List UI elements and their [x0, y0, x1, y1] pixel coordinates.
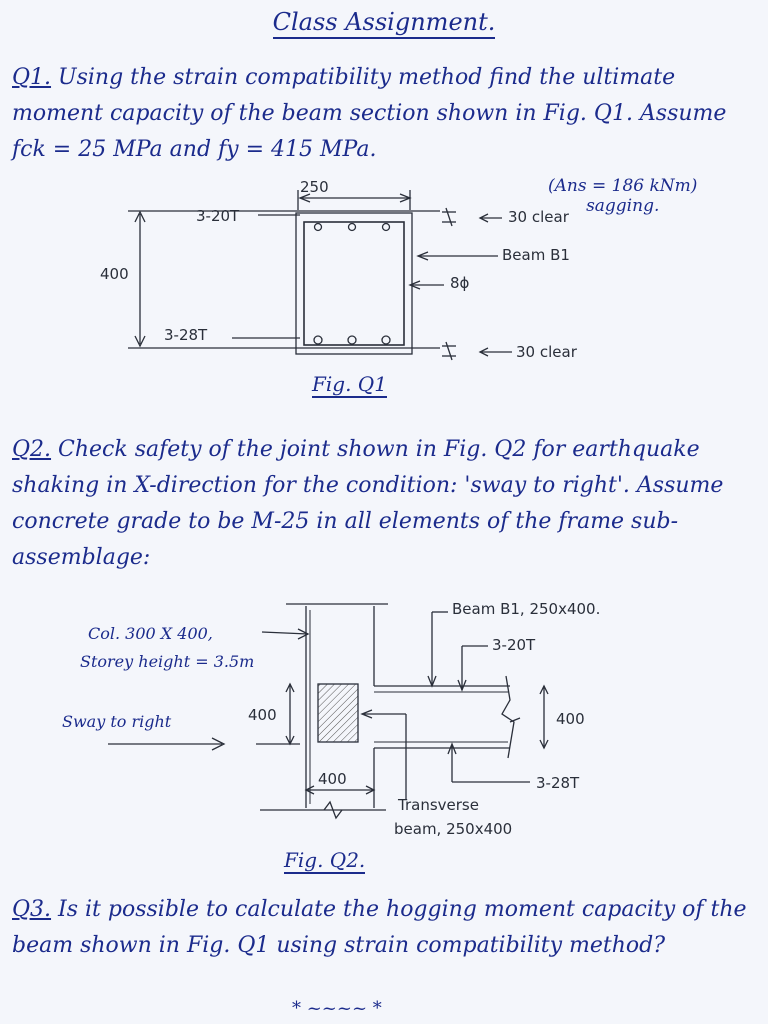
- fig1-bottom-clear-label: 30 clear: [516, 343, 577, 361]
- fig2-beam-label: Beam B1, 250x400.: [452, 600, 601, 618]
- fig1-bottom-bars-label: 3-28T: [164, 326, 208, 344]
- fig2-column-width-label: 400: [318, 770, 347, 788]
- question-2-text: Check safety of the joint shown in Fig. Q2 for earthquake shaking in X-direction for the condition: 'sway to right'. Assume concrete grade to be M-25 in all elements of the frame sub-assemblage:: [12, 437, 724, 570]
- question-3-number: Q3.: [12, 897, 52, 922]
- end-mark: * ~~~~ *: [292, 998, 382, 1019]
- question-1-number: Q1.: [12, 65, 52, 90]
- fig1-top-bars-label: 3-20T: [196, 207, 240, 225]
- fig1-caption: Fig. Q1: [312, 372, 387, 396]
- fig2-top-bars-label: 3-20T: [492, 636, 536, 654]
- fig1-stirrup-label: 8ϕ: [450, 274, 470, 292]
- fig2-depth-right-label: 400: [556, 710, 585, 728]
- fig1-depth-label: 400: [100, 265, 129, 283]
- fig2-transverse-label-1: Transverse: [398, 796, 479, 814]
- question-2-number: Q2.: [12, 437, 52, 462]
- fig2-caption: Fig. Q2.: [284, 848, 366, 872]
- question-1-answer: (Ans = 186 kNm) sagging.: [548, 176, 698, 216]
- fig2-storey-height-label: Storey height = 3.5m: [80, 652, 255, 671]
- fig1-width-label: 250: [300, 178, 329, 196]
- fig2-column-label: Col. 300 X 400,: [88, 624, 213, 643]
- fig1-top-clear-label: 30 clear: [508, 208, 569, 226]
- fig2-sway-label: Sway to right: [62, 712, 172, 731]
- question-3-text: Is it possible to calculate the hogging moment capacity of the beam shown in Fig. Q1 using strain compatibility method?: [12, 897, 747, 958]
- fig2-bottom-bars-label: 3-28T: [536, 774, 580, 792]
- question-1-text: Using the strain compatibility method find the ultimate moment capacity of the beam section shown in Fig. Q1. Assume fck = 25 MPa and fy = 415 MPa.: [12, 65, 727, 162]
- question-3: [12, 892, 760, 964]
- fig2-depth-left-label: 400: [248, 706, 277, 724]
- fig2-transverse-label-2: beam, 250x400: [394, 820, 513, 838]
- page-title: Class Assignment.: [0, 8, 768, 36]
- fig1-beam-label: Beam B1: [502, 246, 570, 264]
